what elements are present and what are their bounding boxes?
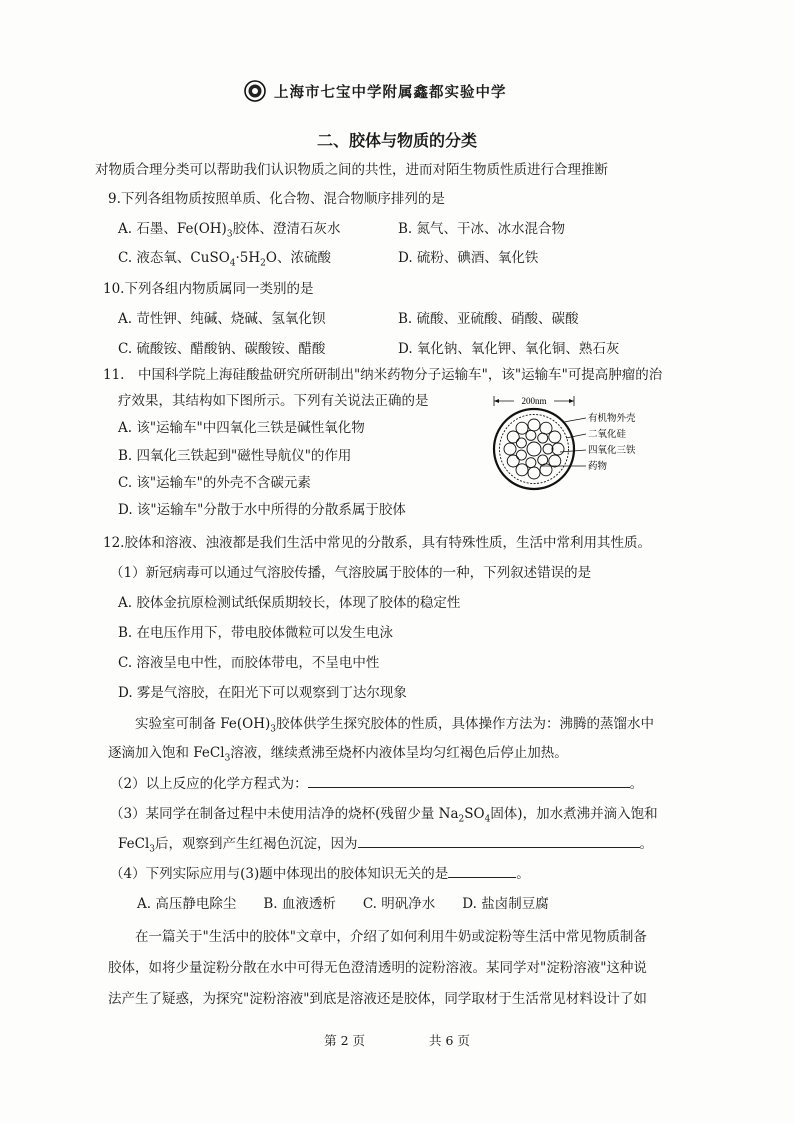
iron-oxide-particle: [516, 438, 526, 448]
starch-paragraph-line2: 胶体，如将少量淀粉分散在水中可得无色澄清透明的淀粉溶液。某同学对"淀粉溶液"这种说: [108, 960, 647, 976]
q12-part4: （4）下列实际应用与(3)题中体现出的胶体知识无关的是 。: [110, 862, 530, 882]
q9-stem: 9.下列各组物质按照单质、化合物、混合物顺序排列的是: [108, 191, 445, 207]
q12-part3-line2: FeCl$_3$后，观察到产生红褐色沉淀，因为 。: [118, 832, 653, 855]
q9-option-b: B. 氮气、干冰、冰水混合物: [398, 221, 566, 237]
iron-oxide-particle: [516, 422, 528, 434]
intro-text: 对物质合理分类可以帮助我们认识物质之间的共性，进而对陌生物质性质进行合理推断: [95, 162, 608, 178]
q12-part3-line1: （3）某同学在制备过程中未使用洁净的烧杯(残留少量 $Na_2SO_4$固体)，加水煮沸并滴入饱和: [110, 806, 658, 825]
q9-option-c: C. 液态氧、$CuSO_4\cdot 5H_2O$、浓硫酸: [118, 250, 331, 269]
iron-oxide-particle: [528, 419, 540, 431]
iron-oxide-particle: [516, 450, 526, 460]
q10-option-a: A. 苛性钾、纯碱、烧碱、氢氧化钡: [118, 311, 326, 327]
iron-oxide-particle: [549, 455, 561, 467]
q10-option-b: B. 硫酸、亚硫酸、硝酸、碳酸: [398, 311, 579, 327]
label-drug: 药物: [588, 462, 608, 472]
iron-oxide-particle: [526, 458, 536, 468]
q12-part1-option-a: A. 胶体金抗原检测试纸保质期较长，体现了胶体的稳定性: [118, 595, 461, 611]
starch-paragraph-line1: 在一篇关于"生活中的胶体"文章中，介绍了如何利用牛奶或淀粉等生活中常见物质制备: [108, 929, 647, 945]
school-seal-icon: [244, 80, 266, 102]
q10-stem: 10.下列各组内物质属同一类别的是: [103, 281, 314, 297]
q9-option-a: A. 石墨、$Fe(OH)_3$胶体、澄清石灰水: [118, 221, 341, 240]
q12-part1-option-d: D. 雾是气溶胶，在阳光下可以观察到丁达尔现象: [118, 685, 407, 701]
q11-option-d: D. 该"运输车"分散于水中所得的分散系属于胶体: [118, 502, 406, 518]
section-title: 二、胶体与物质的分类: [316, 131, 477, 150]
experiment-paragraph-line2: 逐滴加入饱和 FeCl$_3$溶液，继续煮沸至烧杯内液体呈均匀红褐色后停止加热。: [108, 745, 568, 764]
drug-core: [527, 442, 541, 456]
q9-option-d: D. 硫粉、碘酒、氧化铁: [398, 250, 539, 266]
reason-answer-blank[interactable]: [358, 833, 640, 848]
page-header: [244, 80, 507, 102]
q11-stem-line2: 疗效果，其结构如下图所示。下列有关说法正确的是: [118, 393, 429, 409]
q12-stem: 12.胶体和溶液、浊液都是我们生活中常见的分散系，具有特殊性质，生活中常利用其性质。: [103, 535, 651, 551]
iron-oxide-particle: [538, 455, 548, 465]
iron-oxide-particle: [552, 443, 564, 455]
iron-oxide-particle: [538, 433, 548, 443]
q10-option-c: C. 硫酸铵、醋酸钠、碳酸铵、醋酸: [118, 341, 326, 357]
school-name: 上海市七宝中学附属鑫都实验中学: [274, 83, 507, 101]
label-organic-shell: 有机物外壳: [588, 414, 636, 424]
experiment-paragraph-line1: 实验室可制备 $Fe(OH)_3$胶体供学生探究胶体的性质，具体操作方法为：沸腾的蒸馏水中: [108, 716, 655, 735]
choice-answer-blank[interactable]: [448, 863, 516, 878]
label-iron-oxide: 四氧化三铁: [588, 446, 636, 456]
iron-oxide-particle: [504, 443, 516, 455]
starch-paragraph-line3: 法产生了疑惑，为探究"淀粉溶液"到底是溶液还是胶体，同学取材于生活常见材料设计了如: [108, 991, 647, 1007]
q12-part2: （2）以上反应的化学方程式为： 。: [110, 772, 643, 792]
q11-stem-line1: 11. 中国科学院上海硅酸盐研究所研制出"纳米药物分子运输车"，该"运输车"可提高肿瘤的治: [103, 367, 663, 383]
q12-part1-stem: （1）新冠病毒可以通过气溶胶传播，气溶胶属于胶体的一种，下列叙述错误的是: [110, 565, 592, 581]
iron-oxide-particle: [516, 464, 528, 476]
q11-option-c: C. 该"运输车"的外壳不含碳元素: [118, 475, 311, 491]
equation-answer-blank[interactable]: [308, 773, 630, 788]
q11-option-a: A. 该"运输车"中四氧化三铁是碱性氧化物: [118, 420, 365, 436]
q12-part1-option-b: B. 在电压作用下，带电胶体微粒可以发生电泳: [118, 625, 394, 641]
iron-oxide-particle: [528, 467, 540, 479]
page-footer: [0, 1031, 794, 1049]
iron-oxide-particle: [526, 430, 536, 440]
nano-carrier-figure: [486, 394, 656, 496]
iron-oxide-particle: [540, 422, 552, 434]
label-silica: 二氧化硅: [588, 430, 627, 440]
iron-oxide-particle: [507, 431, 519, 443]
size-label: 200nm: [521, 396, 547, 406]
q12-part1-option-c: C. 溶液呈电中性，而胶体带电，不呈电中性: [118, 655, 380, 671]
page-number: 第 2 页: [324, 1033, 365, 1048]
iron-oxide-particle: [549, 431, 561, 443]
iron-oxide-particle: [543, 444, 553, 454]
q10-option-d: D. 氧化钠、氧化钾、氧化铜、熟石灰: [398, 341, 620, 357]
page-total: 共 6 页: [428, 1033, 470, 1048]
iron-oxide-particle: [540, 464, 552, 476]
iron-oxide-particle: [507, 455, 519, 467]
q11-option-b: B. 四氧化三铁起到"磁性导航仪"的作用: [118, 448, 352, 464]
q12-part4-options: A. 高压静电除尘 B. 血液透析 C. 明矾净水 D. 盐卤制豆腐: [137, 896, 549, 912]
